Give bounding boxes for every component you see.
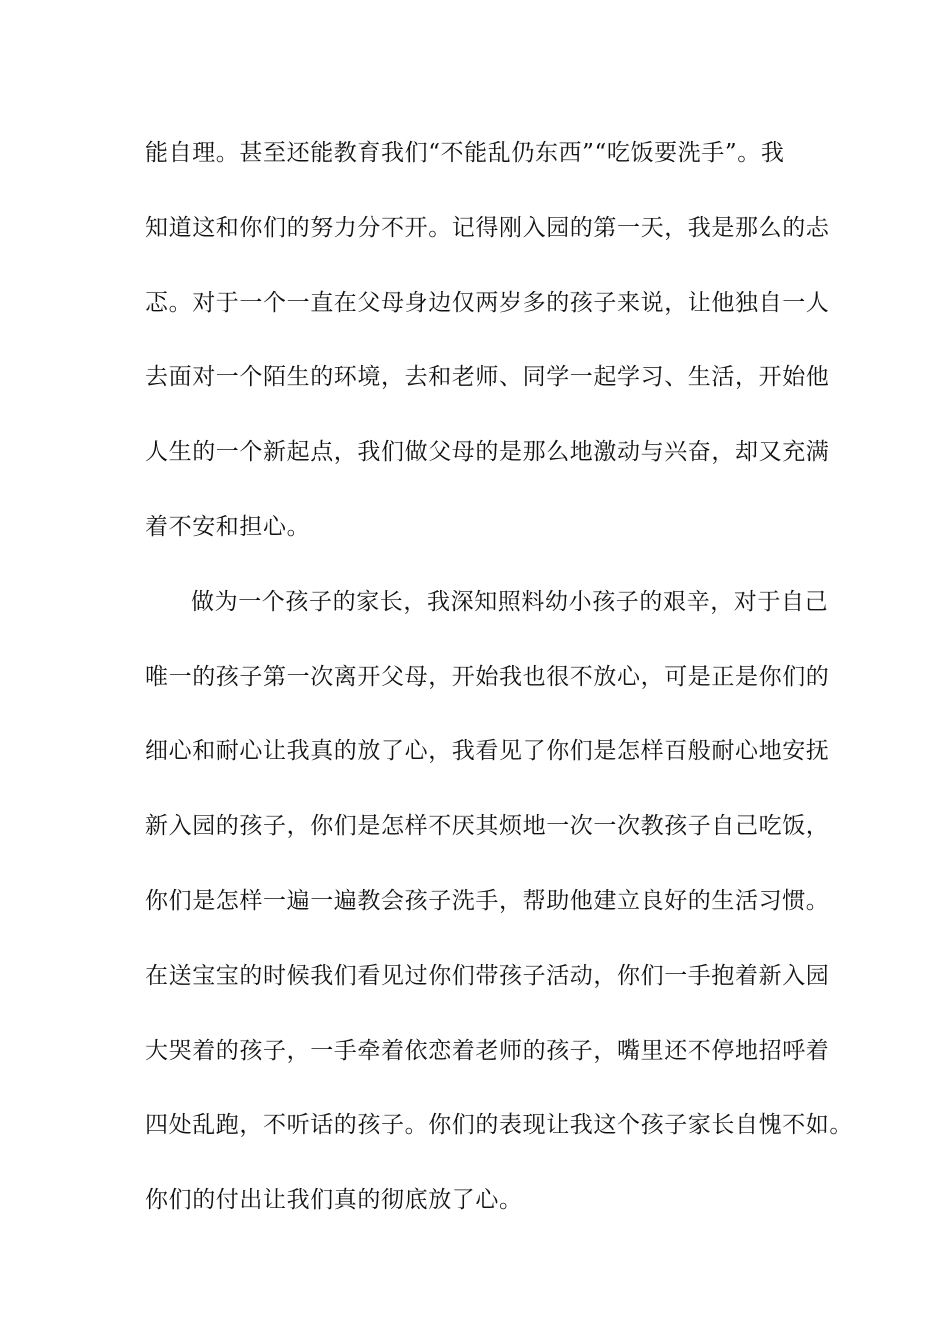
text-line: 四处乱跑，不听话的孩子。你们的表现让我这个孩子家长自愧不如。: [145, 1112, 853, 1139]
text-line: 着不安和担心。: [145, 513, 311, 540]
text-line: 你们的付出让我们真的彻底放了心。: [145, 1187, 523, 1214]
text-line: 细心和耐心让我真的放了心，我看见了你们是怎样百般耐心地安抚: [145, 738, 830, 765]
text-line: 去面对一个陌生的环境，去和老师、同学一起学习、生活，开始他: [145, 364, 830, 391]
text-line: 能自理。甚至还能教育我们“不能乱仍东西”“吃饭要洗手”。我: [145, 140, 785, 166]
text-line: 知道这和你们的努力分不开。记得刚入园的第一天，我是那么的忐: [145, 214, 830, 241]
text-line: 人生的一个新起点，我们做父母的是那么地激动与兴奋，却又充满: [145, 439, 830, 466]
text-line: 忑。对于一个一直在父母身边仅两岁多的孩子来说，让他独自一人: [145, 289, 830, 316]
text-line: 新入园的孩子，你们是怎样不厌其烦地一次一次教孩子自己吃饭，: [145, 813, 830, 840]
text-line: 做为一个孩子的家长，我深知照料幼小孩子的艰辛，对于自己: [191, 588, 829, 615]
text-line: 你们是怎样一遍一遍教会孩子洗手，帮助他建立良好的生活习惯。: [145, 887, 830, 914]
text-line: 唯一的孩子第一次离开父母，开始我也很不放心，可是正是你们的: [145, 663, 830, 690]
text-line: 在送宝宝的时候我们看见过你们带孩子活动，你们一手抱着新入园: [145, 962, 830, 989]
body-text: [145, 134, 853, 1256]
text-line: 大哭着的孩子，一手牵着依恋着老师的孩子，嘴里还不停地招呼着: [145, 1037, 830, 1064]
